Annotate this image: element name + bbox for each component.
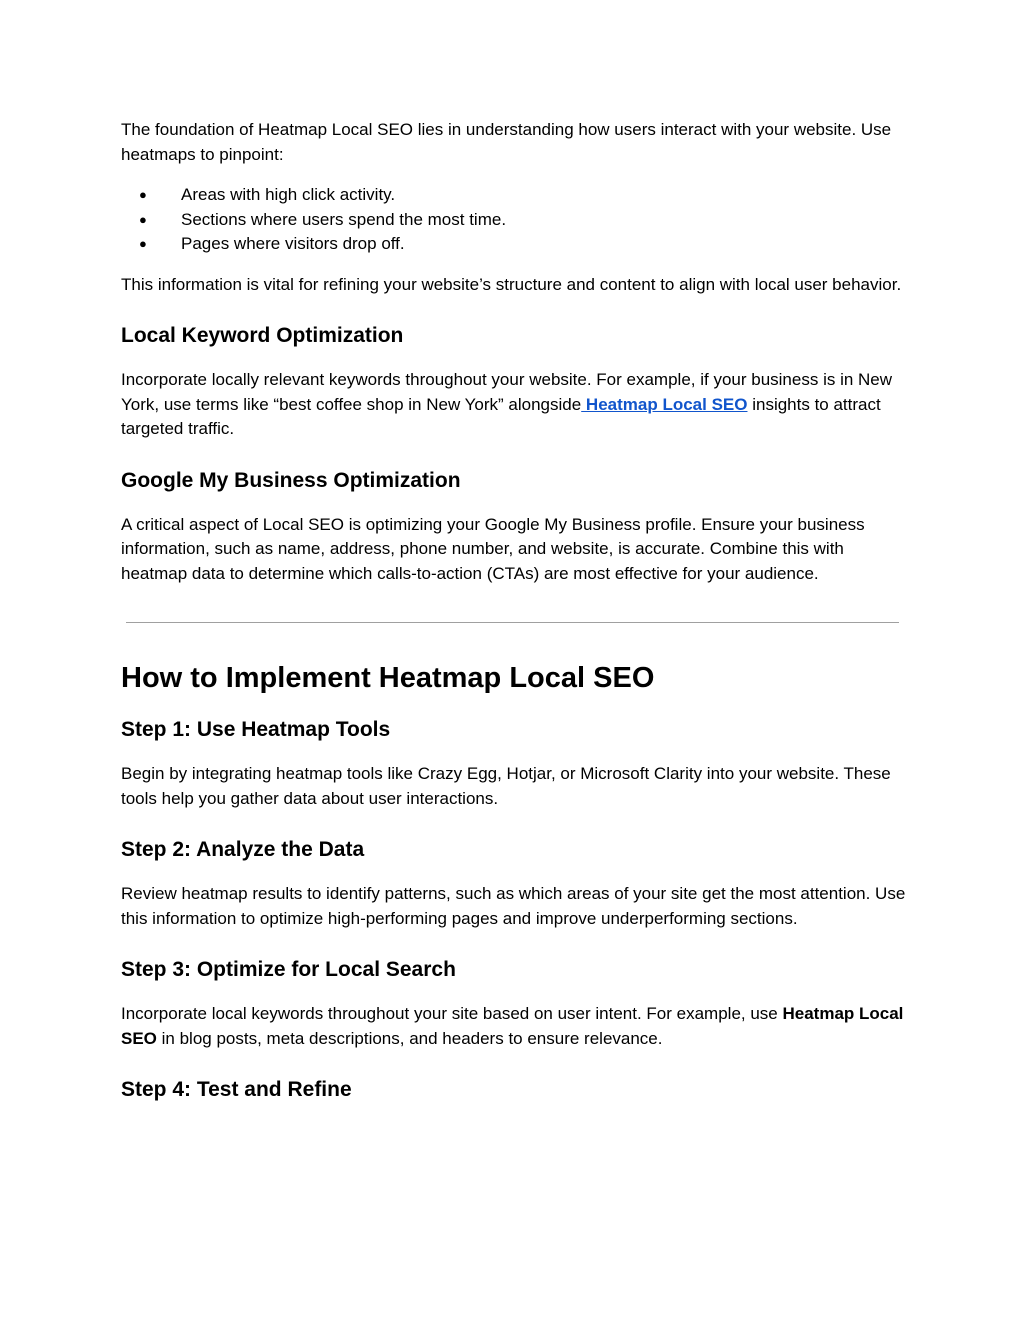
- step1-paragraph: Begin by integrating heatmap tools like Crazy Egg, Hotjar, or Microsoft Clarity into your website. These tools help you gather data about user interactions.: [121, 764, 891, 808]
- list-item: ● Sections where users spend the most time.: [121, 208, 911, 233]
- gmb-paragraph: A critical aspect of Local SEO is optimizing your Google My Business profile. Ensure your business information, such as name, address, phone number, and website, is accurate. Combine this with heatmap data to determine which calls-to-action (CTAs) are most effective for your audience.: [121, 514, 865, 583]
- list-item: ● Areas with high click activity.: [121, 183, 911, 208]
- heatmap-local-seo-link[interactable]: Heatmap Local SEO: [581, 394, 748, 414]
- step3-bold-keyword: Heatmap Local SEO: [121, 1004, 904, 1048]
- intro-paragraph: The foundation of Heatmap Local SEO lies in understanding how users interact with your website. Use heatmaps to pinpoint:: [121, 120, 892, 164]
- list-item: ● Pages where visitors drop off.: [121, 232, 911, 257]
- intro-after-paragraph: This information is vital for refining your website’s structure and content to align with local user behavior.: [121, 274, 902, 294]
- gmb-heading: Google My Business Optimization: [121, 468, 461, 492]
- implement-title: How to Implement Heatmap Local SEO: [121, 662, 655, 694]
- section-divider: [126, 622, 899, 623]
- bullet-icon: ●: [139, 211, 147, 227]
- local-keyword-paragraph: Incorporate locally relevant keywords throughout your website. For example, if your business is in New York, use terms like “best coffee shop in New York” alongside Heatmap Local SEO insights to attract targeted traffic.: [121, 370, 893, 438]
- local-keyword-heading: Local Keyword Optimization: [121, 324, 404, 347]
- bullet-icon: ●: [139, 187, 147, 202]
- bullet-icon: ●: [139, 236, 147, 251]
- step3-paragraph: Incorporate local keywords throughout your site based on user intent. For example, use Heatmap Local SEO in blog posts, meta descriptions, and headers to ensure relevance.: [121, 1004, 904, 1048]
- step3-heading: Step 3: Optimize for Local Search: [121, 958, 456, 981]
- interaction-list: [121, 183, 911, 257]
- step2-paragraph: Review heatmap results to identify patterns, such as which areas of your site get the most attention. Use this information to optimize high-performing pages and improve underperforming sections.: [121, 884, 906, 928]
- step1-heading: Step 1: Use Heatmap Tools: [121, 718, 391, 741]
- document-page: [121, 118, 911, 1104]
- step4-heading: Step 4: Test and Refine: [121, 1078, 352, 1101]
- step2-heading: Step 2: Analyze the Data: [121, 838, 365, 861]
